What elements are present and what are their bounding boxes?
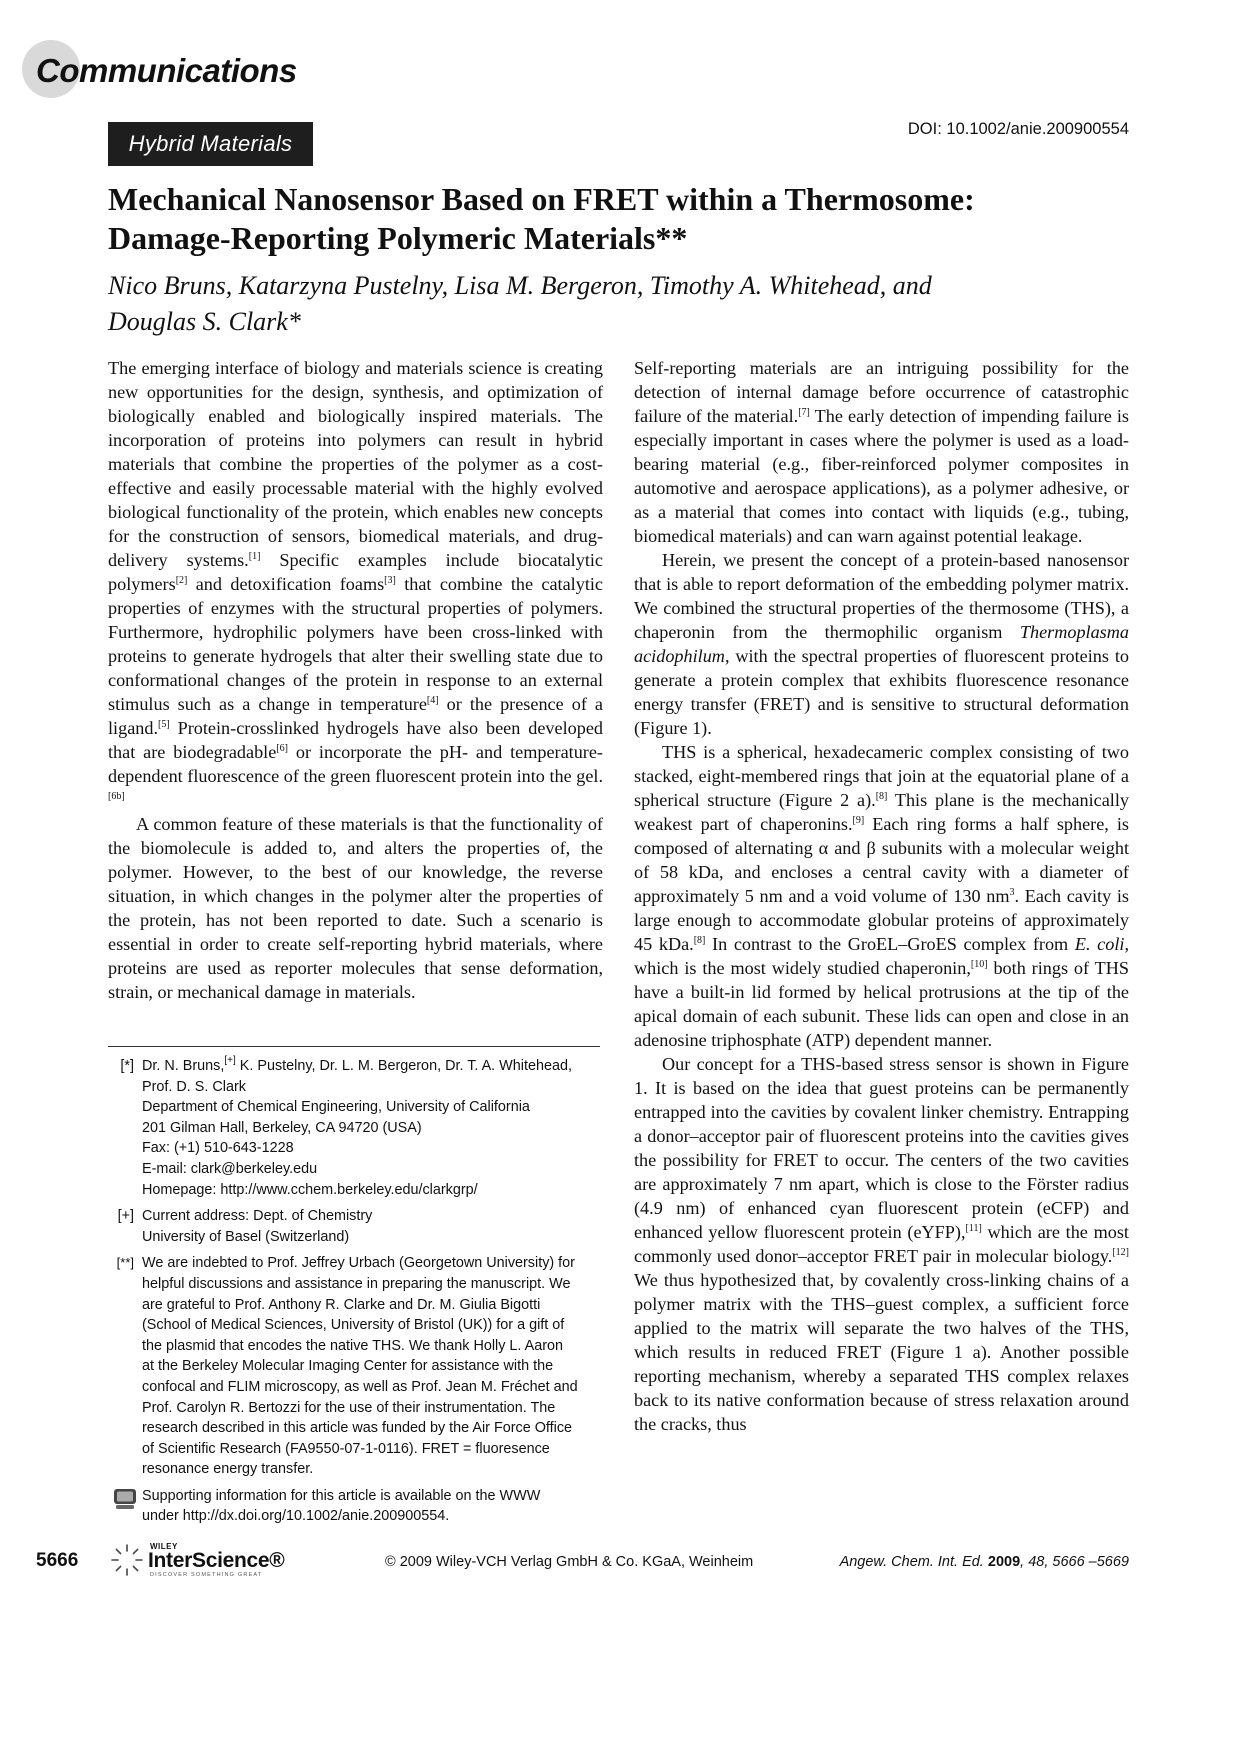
reference-marker[interactable]: [8] [875,791,888,802]
page-footer [0,1540,1241,1580]
email-link[interactable]: E-mail: clark@berkeley.edu [142,1160,318,1177]
text-run: Our concept for a THS-based stress sensor is shown in Figure 1. It is based on the idea that guest proteins can be permanently entrapped into the cavities by covalent linker chemistry. Entrapping a donor–acceptor pair of fluorescent proteins into the cavities gives the possibility for FRET to occur. The centers of the two cavities are approximately 7 nm apart, which is close to the Förster radius (4.9 nm) of enhanced cyan fluorescent protein (eCFP) and enhanced yellow fluorescent protein (eYFP), [634,1054,1129,1242]
homepage-link[interactable]: Homepage: http://www.cchem.berkeley.edu/clarkgrp/ [142,1181,478,1198]
footnote-line: We are indebted to Prof. Jeffrey Urbach (Georgetown University) for [142,1255,575,1272]
body-column-left [108,356,603,1004]
text-run: The early detection of impending failure is especially important in cases where the polymer is used as a load-bearing material (e.g., fiber-reinforced polymer composites in automotive and aerospace applications), as a polymer adhesive, or as a material that comes into contact with liquids (e.g., tubing, biomedical materials) and can warn against potential leakage. [634,406,1129,546]
text-run: or the presence of a ligand. [108,694,603,738]
text-run: This plane is the mechanically weakest part of chaperonins. [634,790,1129,834]
footnote-marker: [**] [116,1255,134,1271]
article-title-line-2: Damage-Reporting Polymeric Materials** [108,220,688,256]
reference-marker[interactable]: [12] [1112,1247,1129,1258]
section-header [0,18,360,98]
author-list [108,268,1108,340]
text-run: Dr. N. Bruns, [142,1058,225,1074]
footnote-divider [108,1046,600,1047]
footnote-line: helpful discussions and assistance in preparing the manuscript. We [142,1275,571,1292]
text-run: both rings of THS have a built-in lid formed by helical protrusions at the tip of the apical domain of each subunit. These lids can open and close in an adenosine triphosphate (ATP) dependent manner. [634,958,1130,1050]
text-run: and detoxification foams [187,574,385,594]
footnote-acknowledgements [108,1253,603,1480]
text-run: Self-reporting materials are an intriguing possibility for the detection of internal damage before occurrence of catastrophic failure of the material. [634,358,1129,426]
reference-marker[interactable]: [1] [248,551,261,562]
text-run: which are the most commonly used donor–acceptor FRET pair in molecular biology. [634,1222,1129,1266]
text-run: , which is the most widely studied chaperonin, [634,934,1129,978]
doi-link[interactable]: DOI: 10.1002/anie.200900554 [907,120,1129,138]
footnote-text [142,1486,603,1527]
reference-marker[interactable]: [7] [798,407,810,418]
authors-line-2: Douglas S. Clark* [108,307,301,336]
footnote-line [142,1056,603,1077]
text-run: Each ring forms a half sphere, is composed of alternating α and β subunits with a molecular weight of 58 kDa, and encloses a central cavity with a diameter of approximately 5 nm and a void volume of 130 nm [634,814,1129,906]
body-column-right [634,356,1129,1436]
reference-marker[interactable]: [3] [384,575,396,586]
footnotes [108,1056,603,1533]
footnote-text [142,1056,603,1200]
footnote-line: at the Berkeley Molecular Imaging Center for assistance with the [142,1358,554,1375]
footnote-line: Current address: Dept. of Chemistry [142,1208,373,1225]
footnote-line: are grateful to Prof. Anthony R. Clarke and Dr. M. Giulia Bigotti [142,1296,541,1313]
footnote-line: Prof. Carolyn R. Bertozzi for the use of their instrumentation. The [142,1399,556,1416]
footnote-line: of Scientific Research (FA9550-07-1-0116). FRET = fluoresence [142,1440,550,1457]
section-title: Communications [36,52,297,89]
reference-marker[interactable]: [8] [693,935,706,946]
volume-pages: , 48, 5666 –5669 [1020,1554,1129,1570]
authors-line-1: Nico Bruns, Katarzyna Pustelny, Lisa M. Bergeron, Timothy A. Whitehead, and [108,271,932,300]
category-label: Hybrid Materials [108,122,313,166]
reference-marker[interactable]: [4] [426,695,439,706]
text-run: Protein-crosslinked hydrogels have also been developed that are biodegradable [108,718,603,762]
text-run: K. Pustelny, Dr. L. M. Bergeron, Dr. T. A. Whitehead, [235,1058,572,1074]
footnote-line: Supporting information for this article is available on the WWW [142,1487,541,1504]
logo-tagline: DISCOVER SOMETHING GREAT [150,1572,263,1578]
footnote-current-address [108,1206,603,1247]
text-run: or incorporate the pH- and temperature-dependent fluorescence of the green fluorescent protein into the gel. [108,742,603,786]
organism-name: Thermoplasma acidophilum [634,622,1129,666]
superscript-exponent: 3 [1009,887,1015,898]
footnote-marker: [+] [117,1208,134,1225]
logo-interscience-text: InterScience® [148,1549,285,1572]
journal-name: Angew. Chem. Int. Ed. [839,1554,988,1570]
footnote-line: research described in this article was funded by the Air Force Office [142,1420,573,1437]
computer-icon [108,1486,142,1527]
interscience-logo[interactable] [108,1540,288,1580]
footnote-line: Prof. D. S. Clark [142,1078,246,1095]
body-paragraph [108,356,603,812]
body-paragraph [634,548,1129,740]
text-run: , with the spectral properties of fluorescent proteins to generate a protein complex that exhibits fluorescence resonance energy transfer (FRET) and is sensitive to structural deformation (Figure 1). [634,646,1129,738]
footnote-line: the plasmid that encodes the native THS. We thank Holly L. Aaron [142,1337,564,1354]
footnote-marker: [*] [120,1058,134,1074]
organism-name: E. coli [1074,934,1125,954]
reference-marker[interactable]: [10] [970,959,988,970]
text-run: that combine the catalytic properties of enzymes with the structural properties of polymers. Furthermore, hydrophilic polymers have been cross-linked with proteins to generate hydrogels that alter their swelling state due to conformational changes of the protein in response to an external stimulus such as a change in temperature [108,574,603,714]
body-paragraph [634,1052,1129,1436]
footnote-text [142,1253,603,1480]
article-title [108,180,1128,258]
footnote-line: (School of Medical Sciences, University of Bristol (UK)) for a gift of [142,1317,565,1334]
footnote-affiliation [108,1056,603,1200]
reference-marker[interactable]: [2] [175,575,188,586]
text-run: We thus hypothesized that, by covalently cross-linking chains of a polymer matrix with the THS–guest complex, a sufficient force applied to the matrix will separate the two halves of the THS, which results in reduced FRET (Figure 1 a). Another possible reporting mechanism, whereby a separated THS complex relaxes back to its native conformation because of stress relaxation around the cracks, thus [634,1270,1129,1434]
reference-marker[interactable]: [6] [276,743,288,754]
reference-marker[interactable]: [11] [965,1223,982,1234]
article-title-line-1: Mechanical Nanosensor Based on FRET within a Thermosome: [108,181,975,217]
body-paragraph: A common feature of these materials is that the functionality of the biomolecule is added to, and alters the properties of, the polymer. However, to the best of our knowledge, the reverse situation, in which changes in the polymer alter the properties of the protein, has not been reported to date. Such a scenario is essential in order to create self-reporting hybrid materials, where proteins are used as reporter molecules that sense deformation, strain, or mechanical damage in materials. [108,814,603,1002]
reference-marker[interactable]: [9] [852,815,865,826]
starburst-icon [110,1543,144,1577]
reference-marker[interactable]: [5] [158,719,170,730]
footnote-line: 201 Gilman Hall, Berkeley, CA 94720 (USA) [142,1119,422,1136]
copyright-notice: © 2009 Wiley-VCH Verlag GmbH & Co. KGaA, Weinheim [385,1554,754,1570]
footnote-line: confocal and FLIM microscopy, as well as Prof. Jean M. Fréchet and [142,1378,578,1395]
body-paragraph [634,740,1129,1052]
reference-marker[interactable]: [6b] [108,791,125,802]
footnote-line: Fax: (+1) 510-643-1228 [142,1140,294,1157]
text-run: Specific examples include biocatalytic polymers [108,550,603,594]
footnote-line: University of Basel (Switzerland) [142,1228,350,1245]
journal-citation [840,1554,1129,1570]
text-run: The emerging interface of biology and materials science is creating new opportunities for the design, synthesis, and optimization of biologically enabled and biologically inspired materials. The incorporation of proteins into polymers can result in hybrid materials that combine the properties of the polymer as a cost-effective and easily processable material with the highly evolved biological functionality of the protein, which enables new concepts for the construction of sensors, biomedical materials, and drug-delivery systems. [108,358,603,570]
logo-wiley-text: WILEY [150,1542,178,1551]
footnote-text [142,1206,603,1247]
citation-year: 2009 [987,1554,1021,1570]
supporting-info-link[interactable]: under http://dx.doi.org/10.1002/anie.200900554. [142,1508,450,1525]
page-number: 5666 [36,1550,79,1571]
text-run: THS is a spherical, hexadecameric complex consisting of two stacked, eight-membered rings that join at the equatorial plane of a spherical structure (Figure 2 a). [634,742,1129,810]
footnote-line: Department of Chemical Engineering, University of California [142,1099,530,1116]
text-run: Herein, we present the concept of a protein-based nanosensor that is able to report deformation of the embedding polymer matrix. We combined the structural properties of the thermosome (THS), a chaperonin from the thermophilic organism [634,550,1129,642]
footnote-marker: [+] [224,1055,236,1066]
body-paragraph [634,356,1129,548]
footnote-line: resonance energy transfer. [142,1461,314,1478]
text-run: In contrast to the GroEL–GroES complex from [705,934,1075,954]
text-run: . Each cavity is large enough to accommodate globular proteins of approximately 45 kDa. [634,886,1129,954]
footnote-supporting-info [108,1486,603,1527]
